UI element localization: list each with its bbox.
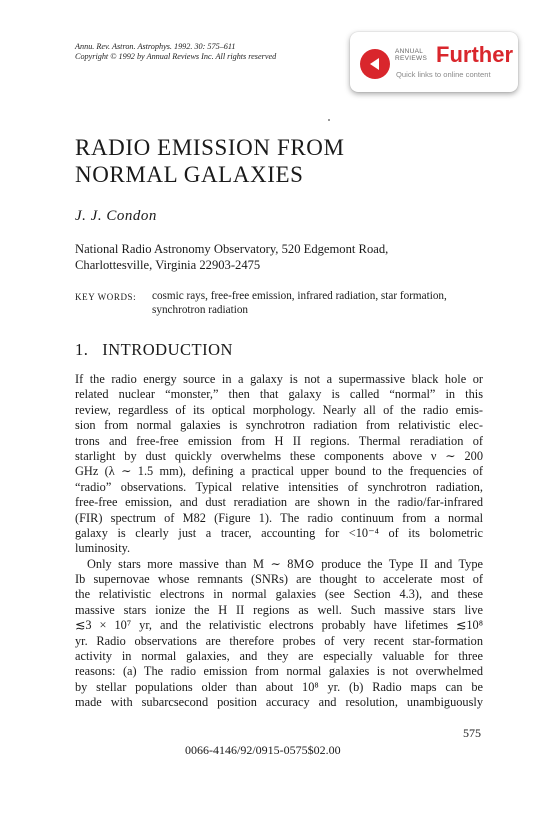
body-line: If the radio energy source in a galaxy is not a supermassive black hole or xyxy=(75,372,483,386)
body-text xyxy=(75,372,483,711)
speck-mark xyxy=(328,119,330,121)
body-line: reasons: (a) The radio emission from normal galaxies is not overwhelmed xyxy=(75,664,483,679)
body-line: yr. Radio observations are therefore probes of very recent star-formation xyxy=(75,633,483,648)
journal-line-2: Copyright © 1992 by Annual Reviews Inc. All rights reserved xyxy=(75,52,277,61)
title-line-2: NORMAL GALAXIES xyxy=(75,162,304,187)
body-line: (FIR) spectrum of M82 (Figure 1). The radio continuum from a normal xyxy=(75,510,483,525)
badge-further-label: Further xyxy=(436,42,513,67)
body-line: ≲3 × 10⁷ yr, and the relativistic electrons probably have lifetimes ≲10⁸ xyxy=(75,618,483,633)
affiliation-line-2: Charlottesville, Virginia 22903-2475 xyxy=(75,258,261,272)
key-words-label: KEY WORDS: xyxy=(75,292,137,302)
body-line: luminosity. xyxy=(75,541,131,556)
body-line: sion from normal galaxies is synchrotron radiation from relativistic elec- xyxy=(75,418,483,433)
key-words-list xyxy=(152,289,492,317)
section-number: 1. xyxy=(75,340,89,359)
journal-line-1: Annu. Rev. Astron. Astrophys. 1992. 30: 575–611 xyxy=(75,42,236,51)
article-title xyxy=(75,134,345,188)
body-line: Only stars more massive than M ∼ 8M⊙ produce the Type II and Type xyxy=(87,556,483,571)
key-words-line-2: synchrotron radiation xyxy=(152,304,249,316)
back-arrow-icon xyxy=(360,49,390,79)
body-line: by stellar populations older than about 10⁸ yr. (b) Radio maps can be xyxy=(75,679,483,694)
affiliation-line-1: National Radio Astronomy Observatory, 520 Edgemont Road, xyxy=(75,242,389,256)
body-line: free-free emission, and dust reradiation are shown in the radio/far-infrared xyxy=(75,495,483,510)
body-line: “radio” observations. Typical relative intensities of synchrotron radiation, xyxy=(75,479,483,494)
section-title: INTRODUCTION xyxy=(102,340,233,359)
badge-annual-label: ANNUAL xyxy=(395,48,424,55)
body-line: related nuclear “monster,” then that galaxy is called “normal” in this xyxy=(75,387,483,402)
body-line: made with subarcsecond position accuracy and resolution, unambiguously xyxy=(75,695,483,710)
author-name: J. J. Condon xyxy=(75,208,157,224)
body-line: activity in normal galaxies, and they are especially valuable for three xyxy=(75,649,483,664)
badge-subtitle: Quick links to online content xyxy=(396,70,491,79)
page-number: 575 xyxy=(463,726,481,740)
badge-reviews-label: REVIEWS xyxy=(395,55,428,62)
section-heading xyxy=(75,340,233,360)
key-words-line-1: cosmic rays, free-free emission, infrared radiation, star formation, xyxy=(152,290,447,302)
body-line: Ib supernovae whose remnants (SNRs) are thought to accelerate most of xyxy=(75,572,483,587)
article-code: 0066-4146/92/0915-0575$02.00 xyxy=(185,743,341,757)
body-line: trons and free-free emission from H II regions. Thermal reradiation of xyxy=(75,433,483,448)
title-line-1: RADIO EMISSION FROM xyxy=(75,135,345,160)
body-line: massive stars ionize the H II regions as well. Such massive stars live xyxy=(75,602,483,617)
body-line: galaxy is clearly just a tracer, accounting for <10⁻⁴ of its bolometric xyxy=(75,525,483,540)
author-affiliation xyxy=(75,241,388,273)
body-line: review, regardless of its optical morphology. Nearly all of the radio emis- xyxy=(75,402,483,417)
body-line: starlight by dust quickly overwhelms these components above ν ∼ 200 xyxy=(75,448,483,463)
body-line: GHz (λ ∼ 1.5 mm), defining a practical upper bound to the frequencies of xyxy=(75,464,483,479)
annual-reviews-further-badge[interactable] xyxy=(350,32,518,92)
journal-citation xyxy=(75,42,276,62)
body-line: the relativistic electrons in normal galaxies (see Section 4.3), and these xyxy=(75,587,483,602)
